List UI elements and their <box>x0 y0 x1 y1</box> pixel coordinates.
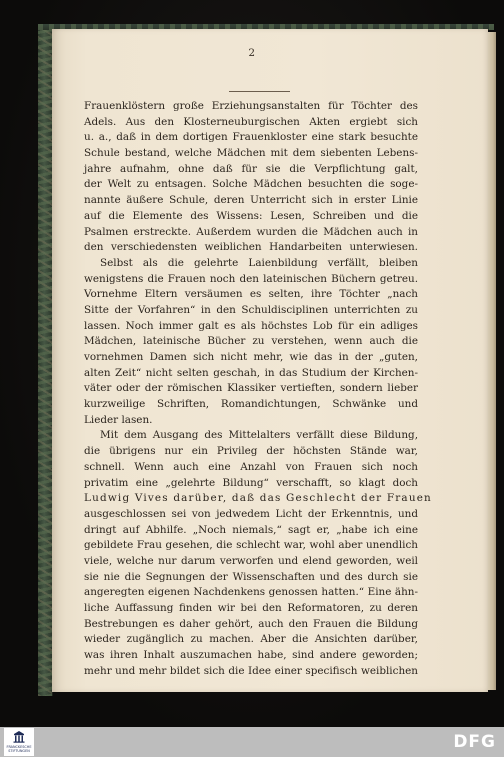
viewer-footer-bar <box>0 727 504 757</box>
text-line: gebildete Frau gesehen, die schlecht war, wohl aber unendlich <box>84 539 418 552</box>
text-line: Mädchen, lateinische Bücher zu verstehen, wenn auch die <box>84 335 418 348</box>
text-line: dringt auf Abhilfe. „Noch niemals,“ sagt er, „habe ich eine <box>84 523 418 536</box>
building-icon <box>13 731 25 743</box>
text-line: Schule bestand, welche Mädchen mit dem siebenten Lebens- <box>84 147 418 160</box>
text-line: wenigstens die Frauen noch den lateinischen Büchern getreu. <box>84 272 418 285</box>
text-line: angeregten eigenen Nachdenkens genossen hatten.“ Eine ähn- <box>84 586 418 599</box>
text-line: was ihren Inhalt auszumachen habe, sind andere geworden; <box>84 649 418 662</box>
text-line: väter oder der römischen Klassiker vertieften, sondern lieber <box>84 382 418 395</box>
text-line: Adels. Aus den Klosterneuburgischen Akten ergiebt sich <box>84 115 418 128</box>
text-line: auf die Elemente des Wissens: Lesen, Schreiben und die <box>84 209 418 222</box>
logo-caption: FRANCKESCHE STIFTUNGEN <box>6 745 32 753</box>
text-line: Mit dem Ausgang des Mittelalters verfällt diese Bildung, <box>100 429 418 442</box>
text-line: Sitte der Vorfahren“ in den Schuldisciplinen unterrichten zu <box>84 303 418 316</box>
text-line: privatim eine „gelehrte Bildung“ verschafft, so klagt doch <box>84 476 418 489</box>
text-line: Frauenklöstern große Erziehungsanstalten für Töchter des <box>84 100 418 112</box>
dfg-logo[interactable]: DFG <box>453 732 496 752</box>
text-line: viele, welche nur darum verworfen und elend geworden, weil <box>84 554 418 567</box>
text-line: sie nie die Segnungen der Wissenschaften und des durch sie <box>84 570 418 583</box>
text-line: liche Auffassung finden wir bei den Reformatoren, zu deren <box>84 602 418 614</box>
text-line: Vornehme Eltern versäumen es selten, ihre Töchter „nach <box>84 288 418 301</box>
text-line: der Welt zu entsagen. Solche Mädchen besuchten die soge- <box>84 178 418 191</box>
text-line: vornehmen Damen sich nicht mehr, wie das in der „guten, <box>84 351 418 363</box>
text-line: schnell. Wenn auch eine Anzahl von Frauen sich noch <box>84 460 418 473</box>
text-line: jahre aufnahm, ohne daß für sie die Verpflichtung galt, <box>84 162 418 175</box>
text-line: den verschiedensten weiblichen Handarbeiten unterwiesen. <box>84 241 418 254</box>
text-line: nannte äußere Schule, deren Unterricht sich in erster Linie <box>84 194 418 207</box>
text-line: Lieder lasen. <box>84 413 153 426</box>
page-number-rule <box>229 91 290 92</box>
page-number: 2 <box>248 47 256 59</box>
text-line: Bestrebungen es daher gehört, auch den Frauen die Bildung <box>84 617 418 630</box>
text-line: die übrigens nur ein Privileg der höchsten Stände war, <box>84 445 418 458</box>
text-line: Psalmen erstreckte. Außerdem wurden die Mädchen auch in <box>84 225 418 238</box>
francke-logo[interactable] <box>4 728 34 756</box>
text-line: wieder zugänglich zu machen. Aber die Ansichten darüber, <box>84 633 418 646</box>
text-line: mehr und mehr bildet sich die Idee einer specifisch weiblichen <box>84 664 418 677</box>
page-body-text <box>84 99 432 679</box>
text-line: kurzweilige Schriften, Romandichtungen, Schwänke und <box>84 398 418 411</box>
marbled-book-edge <box>38 24 53 696</box>
text-line: alten Zeit“ nicht selten geschah, in das Studium der Kirchen- <box>84 366 418 379</box>
text-line: u. a., daß in dem dortigen Frauenkloster eine stark besuchte <box>84 131 418 144</box>
text-line: ausgeschlossen sei von jedwedem Licht der Erkenntnis, und <box>84 507 418 520</box>
text-line: lassen. Noch immer galt es als höchstes Lob für ein adliges <box>84 319 418 332</box>
text-line: Ludwig Vives darüber, daß das Geschlecht der Frauen <box>84 492 432 505</box>
text-line: Selbst als die gelehrte Laienbildung verfällt, bleiben <box>100 256 418 269</box>
page-stack-edge <box>488 32 496 690</box>
